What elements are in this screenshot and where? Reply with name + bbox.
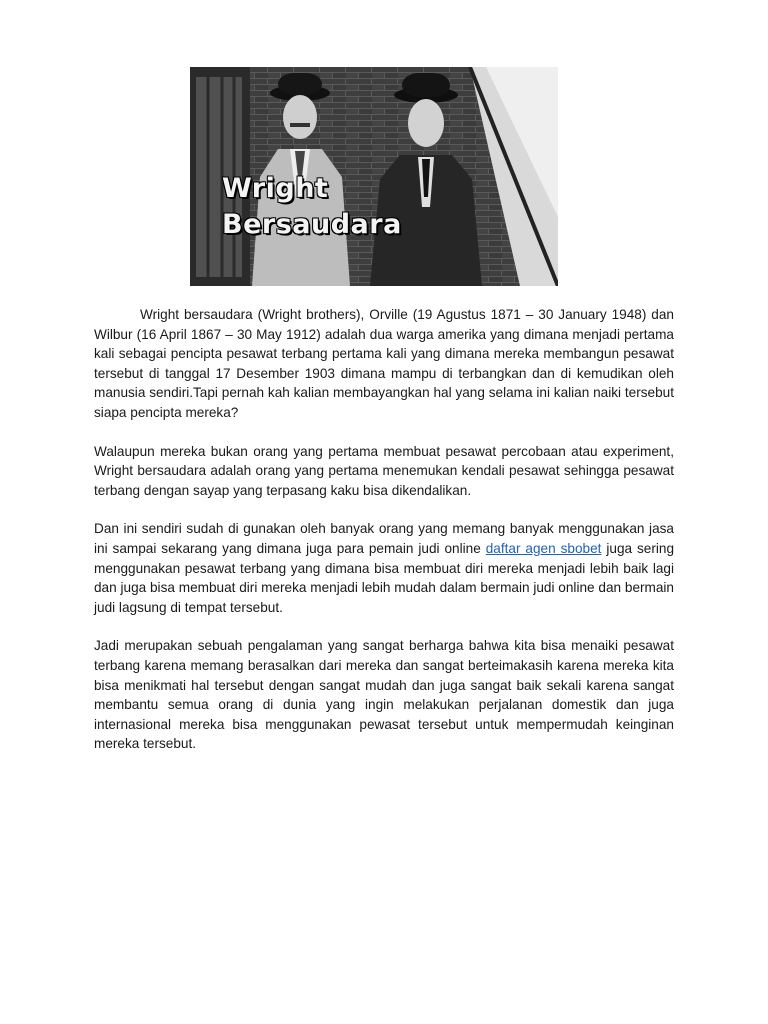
caption-line-1: Wright <box>222 173 329 204</box>
daftar-agen-sbobet-link[interactable]: daftar agen sbobet <box>485 540 602 556</box>
photo-caption <box>222 171 402 243</box>
paragraph-with-link <box>94 519 674 617</box>
paragraph-intro: Wright bersaudara (Wright brothers), Orville (19 Agustus 1871 – 30 January 1948) dan Wilbur (16 April 1867 – 30 May 1912) adalah dua warga amerika yang dimana menjadi pertama kali sebagai pencipta pesawat terbang pertama kali yang dimana mereka membangun pesawat tersebut di tanggal 17 Desember 1903 dimana mampu di terbangkan dan di kemudikan oleh manusia sendiri.Tapi pernah kah kalian membayangkan hal yang selama ini kalian naiki tersebut siapa pencipta mereka? <box>94 307 674 420</box>
paragraph-conclusion: Jadi merupakan sebuah pengalaman yang sangat berharga bahwa kita bisa menaiki pesawat terbang karena memang berasalkan dari mereka dan sangat berteimakasih karena mereka kita bisa menikmati hal tersebut dengan sangat mudah dan juga sangat baik sekali karena sangat membantu semua orang di dunia yang ingin melakukan perjalanan domestik dan juga internasional mereka bisa menggunakan pewasat tersebut untuk mempermudah keinginan mereka tersebut. <box>94 638 674 752</box>
paragraph-control: Walaupun mereka bukan orang yang pertama membuat pesawat percobaan atau experiment, Wright bersaudara adalah orang yang pertama menemukan kendali pesawat sehingga pesawat terbang dengan sayap yang terpasang kaku bisa dikendalikan. <box>94 443 674 498</box>
wright-brothers-photo <box>190 67 558 286</box>
caption-line-2: Bersaudara <box>222 209 402 240</box>
paragraph-text-after-link: juga sering menggunakan pesawat terbang yang dimana bisa membuat diri mereka menjadi lebih baik lagi dan juga bisa membuat diri mereka menjadi lebih mudah dalam bermain judi online dan bermain judi lagsung di tempat tersebut. <box>94 540 675 615</box>
article-body <box>94 305 674 773</box>
paragraph-text-before-link: Dan ini sendiri sudah di gunakan oleh banyak orang yang memang banyak menggunakan jasa ini sampai sekarang yang dimana juga para pemain judi online <box>94 521 674 556</box>
